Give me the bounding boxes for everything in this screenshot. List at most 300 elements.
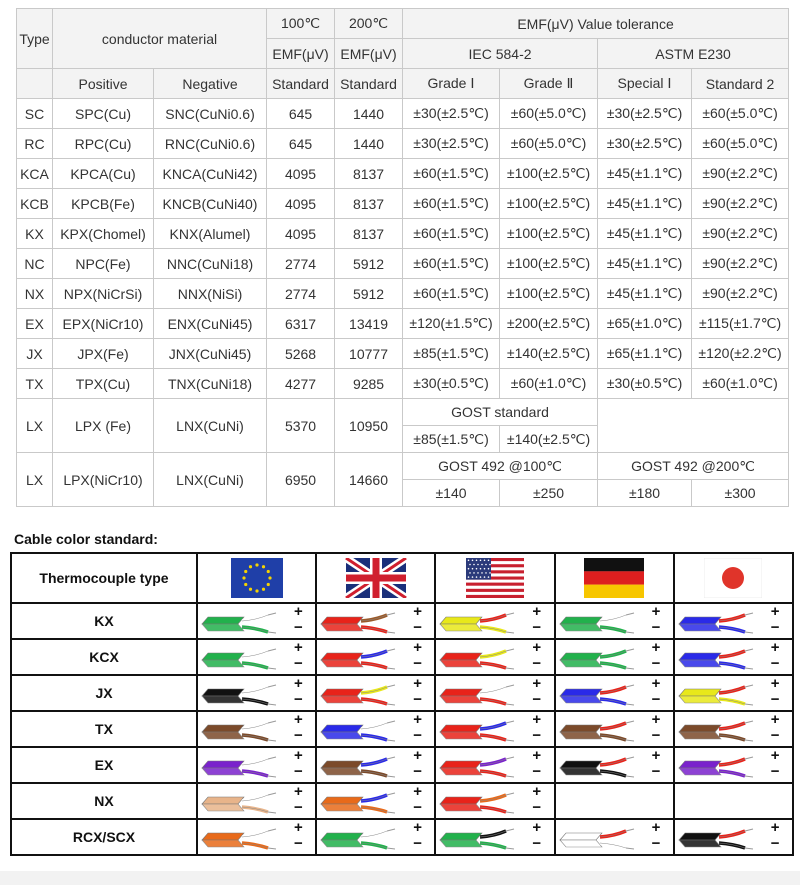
eu-flag-cable-cell [197, 675, 316, 711]
cell-type: EX [17, 309, 53, 339]
cell-special1: ±45(±1.1℃) [598, 219, 692, 249]
cell-emf-200: 8137 [335, 159, 403, 189]
cable-icon [317, 786, 423, 816]
jp-flag-icon [704, 558, 762, 598]
minus-sign: − [651, 835, 661, 852]
us-flag-cable-cell [435, 747, 554, 783]
minus-sign: − [294, 691, 303, 708]
minus-sign: − [532, 655, 542, 672]
cell-negative: TNX(CuNi18) [154, 369, 267, 399]
eu-flag-cell [197, 553, 316, 603]
cable-row [11, 711, 793, 747]
cell-grade1: ±60(±1.5℃) [403, 249, 500, 279]
minus-sign: − [770, 763, 780, 780]
plus-sign: + [770, 711, 780, 728]
cell-grade1: ±60(±1.5℃) [403, 159, 500, 189]
cell-special1: ±45(±1.1℃) [598, 189, 692, 219]
cell-emf-100: 2774 [267, 279, 335, 309]
type-header: Type [17, 9, 53, 69]
cell-emf-200: 1440 [335, 129, 403, 159]
cell-emf-200: 9285 [335, 369, 403, 399]
t100-header: 100℃ [267, 9, 335, 39]
lx1-type: LX [17, 399, 53, 453]
jp-flag-cable-cell [674, 747, 793, 783]
cell-grade2: ±60(±5.0℃) [500, 129, 598, 159]
cell-positive: KPCB(Fe) [53, 189, 154, 219]
thermocouple-type-label: KX [11, 603, 197, 639]
cable-icon [556, 750, 662, 780]
cable-icon [317, 606, 423, 636]
plus-sign: + [532, 675, 542, 692]
plus-sign: + [294, 819, 303, 836]
cable-icon [675, 750, 781, 780]
de-flag-cable-cell [555, 747, 674, 783]
lx2-negative: LNX(CuNi) [154, 453, 267, 507]
positive-header: Positive [53, 69, 154, 99]
plus-sign: + [770, 675, 780, 692]
cell-special1: ±45(±1.1℃) [598, 279, 692, 309]
grade2-header: Grade Ⅱ [500, 69, 598, 99]
spec-row [17, 339, 789, 369]
cell-grade1: ±30(±0.5℃) [403, 369, 500, 399]
plus-sign: + [651, 819, 661, 836]
cell-type: RC [17, 129, 53, 159]
cable-icon [436, 606, 542, 636]
cell-positive: JPX(Fe) [53, 339, 154, 369]
minus-sign: − [770, 691, 780, 708]
thermocouple-type-label: KCX [11, 639, 197, 675]
cell-emf-200: 1440 [335, 99, 403, 129]
minus-sign: − [294, 799, 303, 816]
minus-sign: − [413, 655, 422, 672]
minus-sign: − [532, 835, 542, 852]
type-subheader [17, 69, 53, 99]
plus-sign: + [294, 639, 303, 656]
us-flag-cable-cell [435, 639, 554, 675]
cable-icon [436, 750, 542, 780]
cell-grade2: ±100(±2.5℃) [500, 249, 598, 279]
cell-emf-100: 4095 [267, 159, 335, 189]
thermocouple-type-header: Thermocouple type [11, 553, 197, 603]
de-flag-cable-cell [555, 639, 674, 675]
minus-sign: − [651, 619, 661, 636]
cable-icon [317, 642, 423, 672]
cell-negative: JNX(CuNi45) [154, 339, 267, 369]
plus-sign: + [413, 783, 422, 800]
plus-sign: + [770, 639, 780, 656]
lx1-emf-200: 10950 [335, 399, 403, 453]
eu-flag-cable-cell [197, 639, 316, 675]
spec-row [17, 99, 789, 129]
cell-emf-100: 4277 [267, 369, 335, 399]
cable-icon [675, 678, 781, 708]
plus-sign: + [532, 603, 542, 620]
cable-icon [436, 786, 542, 816]
spec-rows [17, 99, 789, 399]
cell-type: NC [17, 249, 53, 279]
cell-negative: SNC(CuNi0.6) [154, 99, 267, 129]
plus-sign: + [651, 747, 661, 764]
lx2-positive: LPX(NiCr10) [53, 453, 154, 507]
uk-flag-icon [345, 558, 407, 598]
lx2-type: LX [17, 453, 53, 507]
thermocouple-type-label: RCX/SCX [11, 819, 197, 855]
cable-row [11, 639, 793, 675]
minus-sign: − [651, 763, 661, 780]
minus-sign: − [532, 799, 542, 816]
standard2-header: Standard 2 [692, 69, 789, 99]
cable-icon [556, 642, 662, 672]
plus-sign: + [532, 711, 542, 728]
cable-row [11, 747, 793, 783]
cell-emf-200: 8137 [335, 219, 403, 249]
cell-standard2: ±60(±5.0℃) [692, 129, 789, 159]
minus-sign: − [651, 655, 661, 672]
cable-row [11, 783, 793, 819]
minus-sign: − [413, 763, 422, 780]
minus-sign: − [294, 835, 303, 852]
minus-sign: − [413, 799, 422, 816]
cell-standard2: ±120(±2.2℃) [692, 339, 789, 369]
grade1-header: Grade Ⅰ [403, 69, 500, 99]
spec-row [17, 189, 789, 219]
cell-emf-200: 5912 [335, 249, 403, 279]
thermocouple-type-label: EX [11, 747, 197, 783]
minus-sign: − [770, 835, 780, 852]
cable-icon [198, 714, 304, 744]
cell-emf-100: 645 [267, 129, 335, 159]
cell-standard2: ±90(±2.2℃) [692, 249, 789, 279]
minus-sign: − [532, 619, 542, 636]
cell-emf-100: 5268 [267, 339, 335, 369]
plus-sign: + [294, 783, 303, 800]
cell-grade1: ±85(±1.5℃) [403, 339, 500, 369]
jp-flag-cable-cell [674, 675, 793, 711]
cell-special1: ±65(±1.1℃) [598, 339, 692, 369]
cable-icon [675, 714, 781, 744]
cable-icon [675, 822, 781, 852]
us-flag-cable-cell [435, 819, 554, 855]
cable-row [11, 819, 793, 855]
plus-sign: + [532, 639, 542, 656]
cell-negative: NNC(CuNi18) [154, 249, 267, 279]
cell-negative: KNCB(CuNi40) [154, 189, 267, 219]
eu-flag-cable-cell [197, 603, 316, 639]
minus-sign: − [413, 619, 422, 636]
de-flag-cable-cell [555, 603, 674, 639]
cell-emf-100: 6317 [267, 309, 335, 339]
emf-200-header: EMF(μV) [335, 39, 403, 69]
cell-standard2: ±90(±2.2℃) [692, 159, 789, 189]
cell-grade2: ±200(±2.5℃) [500, 309, 598, 339]
cell-standard2: ±90(±2.2℃) [692, 189, 789, 219]
plus-sign: + [413, 747, 422, 764]
negative-header: Negative [154, 69, 267, 99]
minus-sign: − [651, 691, 661, 708]
cell-negative: ENX(CuNi45) [154, 309, 267, 339]
cable-icon [198, 786, 304, 816]
us-flag-icon [466, 558, 524, 598]
spec-row [17, 159, 789, 189]
cell-type: TX [17, 369, 53, 399]
plus-sign: + [294, 675, 303, 692]
plus-sign: + [413, 675, 422, 692]
cell-standard2: ±115(±1.7℃) [692, 309, 789, 339]
cell-type: KCB [17, 189, 53, 219]
jp-flag-cable-cell [674, 819, 793, 855]
cell-positive: NPX(NiCrSi) [53, 279, 154, 309]
standard-100-header: Standard [267, 69, 335, 99]
plus-sign: + [532, 747, 542, 764]
cable-icon [198, 822, 304, 852]
cell-emf-200: 10777 [335, 339, 403, 369]
cable-icon [675, 606, 781, 636]
uk-flag-cable-cell [316, 819, 435, 855]
cell-grade1: ±120(±1.5℃) [403, 309, 500, 339]
lx2-emf-100: 6950 [267, 453, 335, 507]
cable-row [11, 603, 793, 639]
cable-icon [198, 678, 304, 708]
cell-special1: ±30(±0.5℃) [598, 369, 692, 399]
spec-row [17, 309, 789, 339]
de-flag-icon [584, 558, 644, 598]
cell-grade2: ±140(±2.5℃) [500, 339, 598, 369]
de-flag-cell [555, 553, 674, 603]
cell-grade2: ±60(±1.0℃) [500, 369, 598, 399]
minus-sign: − [294, 763, 303, 780]
cable-color-standard-title: Cable color standard: [14, 531, 158, 547]
lx1-emf-100: 5370 [267, 399, 335, 453]
jp-flag-cell [674, 553, 793, 603]
special1-header: Special Ⅰ [598, 69, 692, 99]
cable-icon [436, 822, 542, 852]
cell-grade2: ±100(±2.5℃) [500, 219, 598, 249]
spec-row [17, 279, 789, 309]
cable-icon [556, 714, 662, 744]
uk-flag-cable-cell [316, 639, 435, 675]
plus-sign: + [770, 747, 780, 764]
cell-positive: TPX(Cu) [53, 369, 154, 399]
plus-sign: + [651, 711, 661, 728]
thermocouple-type-label: JX [11, 675, 197, 711]
cable-icon [317, 678, 423, 708]
minus-sign: − [770, 655, 780, 672]
standard-200-header: Standard [335, 69, 403, 99]
eu-flag-cable-cell [197, 819, 316, 855]
cell-grade2: ±100(±2.5℃) [500, 159, 598, 189]
eu-flag-cable-cell [197, 711, 316, 747]
lx2-emf-200: 14660 [335, 453, 403, 507]
minus-sign: − [294, 727, 303, 744]
cell-positive: RPC(Cu) [53, 129, 154, 159]
plus-sign: + [770, 819, 780, 836]
cable-icon [436, 642, 542, 672]
cell-negative: KNX(Alumel) [154, 219, 267, 249]
eu-flag-cable-cell [197, 747, 316, 783]
cell-type: SC [17, 99, 53, 129]
us-flag-cell [435, 553, 554, 603]
cell-emf-100: 4095 [267, 219, 335, 249]
cell-standard2: ±60(±1.0℃) [692, 369, 789, 399]
lx2-value-4: ±300 [692, 480, 789, 507]
cell-positive: EPX(NiCr10) [53, 309, 154, 339]
de-flag-cable-cell [555, 783, 674, 819]
cell-positive: KPX(Chomel) [53, 219, 154, 249]
us-flag-cable-cell [435, 675, 554, 711]
cell-negative: KNCA(CuNi42) [154, 159, 267, 189]
jp-flag-cable-cell [674, 711, 793, 747]
cell-grade1: ±60(±1.5℃) [403, 279, 500, 309]
cable-color-table [10, 552, 794, 856]
cell-grade1: ±60(±1.5℃) [403, 219, 500, 249]
cell-type: JX [17, 339, 53, 369]
plus-sign: + [651, 639, 661, 656]
cell-special1: ±30(±2.5℃) [598, 99, 692, 129]
cell-grade1: ±60(±1.5℃) [403, 189, 500, 219]
minus-sign: − [294, 619, 303, 636]
thermocouple-type-label: NX [11, 783, 197, 819]
cell-grade2: ±100(±2.5℃) [500, 279, 598, 309]
cable-icon [198, 606, 304, 636]
cell-emf-200: 5912 [335, 279, 403, 309]
minus-sign: − [294, 655, 303, 672]
minus-sign: − [532, 763, 542, 780]
minus-sign: − [770, 727, 780, 744]
spec-row [17, 129, 789, 159]
spec-row [17, 249, 789, 279]
cell-emf-100: 4095 [267, 189, 335, 219]
jp-flag-cable-cell [674, 603, 793, 639]
astm-header: ASTM E230 [598, 39, 789, 69]
cable-icon [317, 750, 423, 780]
uk-flag-cable-cell [316, 747, 435, 783]
cell-positive: SPC(Cu) [53, 99, 154, 129]
cable-icon [317, 714, 423, 744]
plus-sign: + [413, 603, 422, 620]
gost-standard-label: GOST standard [403, 399, 598, 426]
cell-emf-200: 13419 [335, 309, 403, 339]
cell-special1: ±30(±2.5℃) [598, 129, 692, 159]
lx1-positive: LPX (Fe) [53, 399, 154, 453]
cell-positive: KPCA(Cu) [53, 159, 154, 189]
footer-bar [0, 871, 800, 885]
minus-sign: − [770, 619, 780, 636]
plus-sign: + [413, 819, 422, 836]
cell-grade1: ±30(±2.5℃) [403, 129, 500, 159]
cable-icon [198, 642, 304, 672]
cell-grade1: ±30(±2.5℃) [403, 99, 500, 129]
plus-sign: + [413, 639, 422, 656]
cell-standard2: ±60(±5.0℃) [692, 99, 789, 129]
jp-flag-cable-cell [674, 639, 793, 675]
jp-flag-cable-cell [674, 783, 793, 819]
minus-sign: − [532, 727, 542, 744]
cell-special1: ±45(±1.1℃) [598, 159, 692, 189]
lx1-gost-grade2: ±140(±2.5℃) [500, 426, 598, 453]
plus-sign: + [532, 783, 542, 800]
thermocouple-type-label: TX [11, 711, 197, 747]
plus-sign: + [770, 603, 780, 620]
cable-icon [675, 642, 781, 672]
plus-sign: + [651, 675, 661, 692]
cell-type: NX [17, 279, 53, 309]
de-flag-cable-cell [555, 819, 674, 855]
cable-icon [556, 822, 662, 852]
cell-emf-200: 8137 [335, 189, 403, 219]
plus-sign: + [532, 819, 542, 836]
uk-flag-cell [316, 553, 435, 603]
uk-flag-cable-cell [316, 783, 435, 819]
minus-sign: − [532, 691, 542, 708]
lx2-value-3: ±180 [598, 480, 692, 507]
minus-sign: − [651, 727, 661, 744]
cable-icon [556, 678, 662, 708]
cell-emf-100: 645 [267, 99, 335, 129]
cable-icon [198, 750, 304, 780]
lx1-gost-grade1: ±85(±1.5℃) [403, 426, 500, 453]
eu-flag-cable-cell [197, 783, 316, 819]
spec-row [17, 219, 789, 249]
eu-flag-icon [231, 558, 283, 598]
cell-negative: NNX(NiSi) [154, 279, 267, 309]
conductor-material-header: conductor material [53, 9, 267, 69]
plus-sign: + [294, 603, 303, 620]
cell-type: KCA [17, 159, 53, 189]
cell-emf-100: 2774 [267, 249, 335, 279]
cell-positive: NPC(Fe) [53, 249, 154, 279]
cell-grade2: ±100(±2.5℃) [500, 189, 598, 219]
cable-icon [317, 822, 423, 852]
cable-icon [556, 606, 662, 636]
us-flag-cable-cell [435, 783, 554, 819]
cable-icon [436, 714, 542, 744]
cell-special1: ±65(±1.0℃) [598, 309, 692, 339]
uk-flag-cable-cell [316, 711, 435, 747]
us-flag-cable-cell [435, 711, 554, 747]
cell-grade2: ±60(±5.0℃) [500, 99, 598, 129]
thermocouple-spec-table [16, 8, 789, 507]
iec-header: IEC 584-2 [403, 39, 598, 69]
cell-standard2: ±90(±2.2℃) [692, 279, 789, 309]
cable-icon [436, 678, 542, 708]
cell-standard2: ±90(±2.2℃) [692, 219, 789, 249]
uk-flag-cable-cell [316, 603, 435, 639]
tolerance-header: EMF(μV) Value tolerance [403, 9, 789, 39]
spec-row [17, 369, 789, 399]
emf-100-header: EMF(μV) [267, 39, 335, 69]
de-flag-cable-cell [555, 711, 674, 747]
de-flag-cable-cell [555, 675, 674, 711]
plus-sign: + [651, 603, 661, 620]
lx1-negative: LNX(CuNi) [154, 399, 267, 453]
uk-flag-cable-cell [316, 675, 435, 711]
plus-sign: + [294, 747, 303, 764]
lx1-empty [598, 399, 789, 453]
cell-negative: RNC(CuNi0.6) [154, 129, 267, 159]
minus-sign: − [413, 691, 422, 708]
lx2-value-2: ±250 [500, 480, 598, 507]
cable-row [11, 675, 793, 711]
minus-sign: − [413, 727, 422, 744]
plus-sign: + [413, 711, 422, 728]
cell-type: KX [17, 219, 53, 249]
t200-header: 200℃ [335, 9, 403, 39]
gost492-200-label: GOST 492 @200℃ [598, 453, 789, 480]
lx2-value-1: ±140 [403, 480, 500, 507]
cell-special1: ±45(±1.1℃) [598, 249, 692, 279]
minus-sign: − [413, 835, 422, 852]
us-flag-cable-cell [435, 603, 554, 639]
